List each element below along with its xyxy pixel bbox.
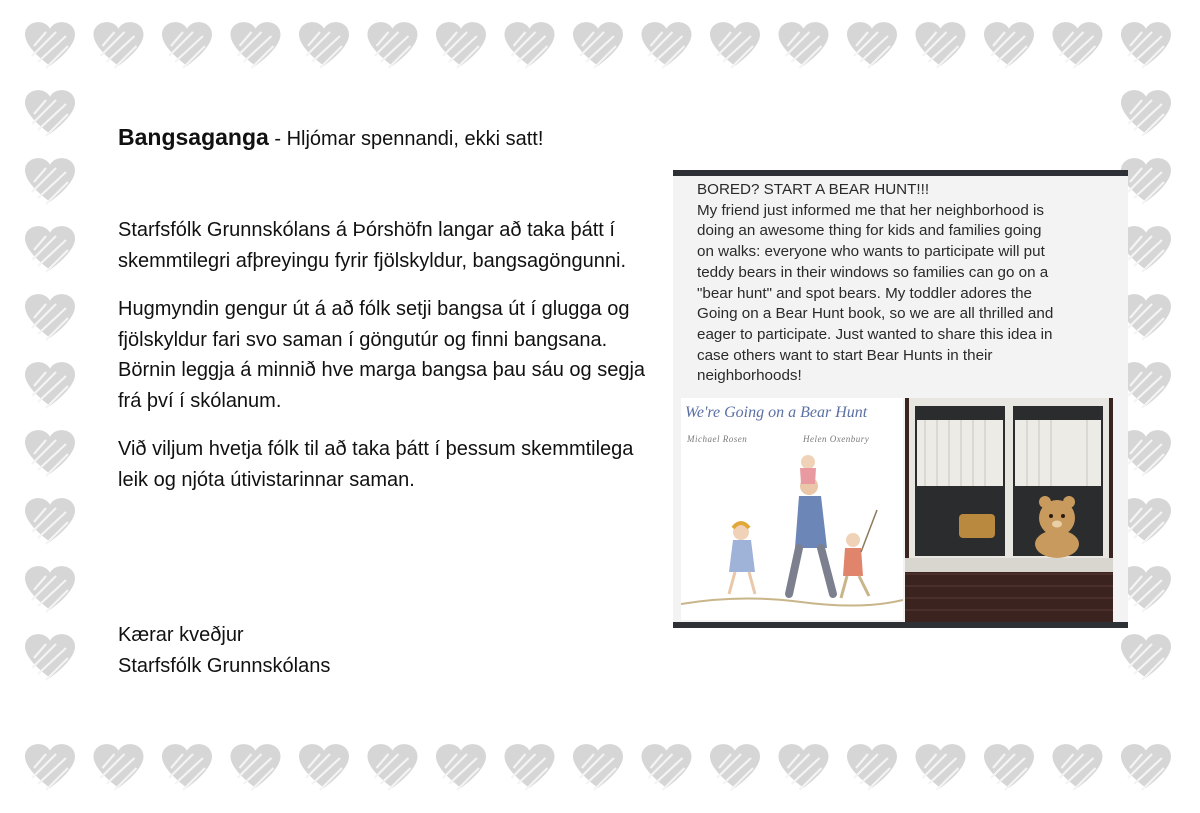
heart-icon [1121, 634, 1171, 678]
heart-icon [1121, 294, 1171, 338]
bear-hunt-screenshot [673, 170, 1128, 628]
heart-icon [1121, 566, 1171, 610]
heart-icon [505, 22, 555, 66]
heart-icon [710, 22, 760, 66]
heart-icon [162, 744, 212, 788]
heart-icon [1121, 22, 1171, 66]
heart-icon [25, 362, 75, 406]
heart-icon [1121, 362, 1171, 406]
heart-icon [25, 566, 75, 610]
heart-icon [231, 744, 281, 788]
heart-icon [573, 22, 623, 66]
heart-icon [368, 744, 418, 788]
heart-icon [25, 634, 75, 678]
heart-icon [25, 226, 75, 270]
book-cover-image [681, 398, 903, 620]
heart-icon [1121, 226, 1171, 270]
book-title: We're Going on a Bear Hunt [685, 404, 868, 421]
heart-icon [984, 22, 1034, 66]
heart-icon [916, 22, 966, 66]
heart-icon [25, 158, 75, 202]
signature: Starfsfólk Grunnskólans [118, 654, 331, 677]
teddy-bear-icon [1035, 496, 1079, 558]
heart-icon [779, 22, 829, 66]
heart-icon [916, 744, 966, 788]
teddy-in-window-photo [905, 398, 1113, 622]
heart-icon [299, 22, 349, 66]
heart-icon [94, 22, 144, 66]
heart-icon [710, 744, 760, 788]
title-bold: Bangsaganga [118, 124, 269, 150]
heart-icon [436, 744, 486, 788]
letter-closing [118, 620, 330, 681]
heart-icon [94, 744, 144, 788]
heart-icon [1121, 744, 1171, 788]
paragraph-1: Starfsfólk Grunnskólans á Þórshöfn langar að taka þátt í skemmtilegri afþreyingu fyrir fjölskyldur, bangsagöngunni. [118, 219, 627, 272]
heart-icon [162, 22, 212, 66]
heart-icon [25, 294, 75, 338]
closing-greeting: Kærar kveðjur [118, 624, 244, 646]
post-title: BORED? START A BEAR HUNT!!! [697, 181, 930, 198]
heart-icon [1121, 90, 1171, 134]
page-title [118, 124, 543, 151]
heart-icon [505, 744, 555, 788]
post-text [697, 180, 1117, 387]
paragraph-3: Við viljum hvetja fólk til að taka þátt í þessum skemmtilega leik og njóta útivistarinnar saman. [118, 438, 634, 491]
post-body: My friend just informed me that her neighborhood is doing an awesome thing for kids and families going on walks: everyone who wants to participate will put teddy bears in their windows so families can go on a "bear hunt" and spot bears. My toddler adores the Going on a Bear Hunt book, so we are all thrilled and eager to participate. Just wanted to share this idea in case others want to start Bear Hunts in their neighborhoods! [697, 201, 1054, 385]
heart-icon [299, 744, 349, 788]
heart-icon [573, 744, 623, 788]
heart-icon [1121, 430, 1171, 474]
heart-icon [642, 22, 692, 66]
heart-icon [642, 744, 692, 788]
heart-icon [25, 22, 75, 66]
heart-icon [984, 744, 1034, 788]
paragraph-2: Hugmyndin gengur út á að fólk setji bangsa út í glugga og fjölskyldur fari svo saman í göngutúr og finni bangsana. Börnin leggja á minnið hve marga bangsa þau sáu og segja frá því í skólanum. [118, 298, 646, 412]
heart-icon [1053, 744, 1103, 788]
family-walking-illustration [681, 444, 903, 620]
heart-icon [25, 90, 75, 134]
heart-icon [25, 744, 75, 788]
title-subtitle: - Hljómar spennandi, ekki satt! [268, 128, 544, 150]
heart-icon [231, 22, 281, 66]
heart-icon [1121, 498, 1171, 542]
letter-body [118, 215, 648, 513]
book-author-2: Helen Oxenbury [803, 434, 870, 444]
book-author-1: Michael Rosen [687, 434, 748, 444]
heart-icon [847, 22, 897, 66]
heart-icon [779, 744, 829, 788]
heart-icon [1053, 22, 1103, 66]
heart-icon [25, 430, 75, 474]
heart-icon [25, 498, 75, 542]
heart-icon [847, 744, 897, 788]
heart-icon [436, 22, 486, 66]
heart-icon [368, 22, 418, 66]
heart-icon [1121, 158, 1171, 202]
